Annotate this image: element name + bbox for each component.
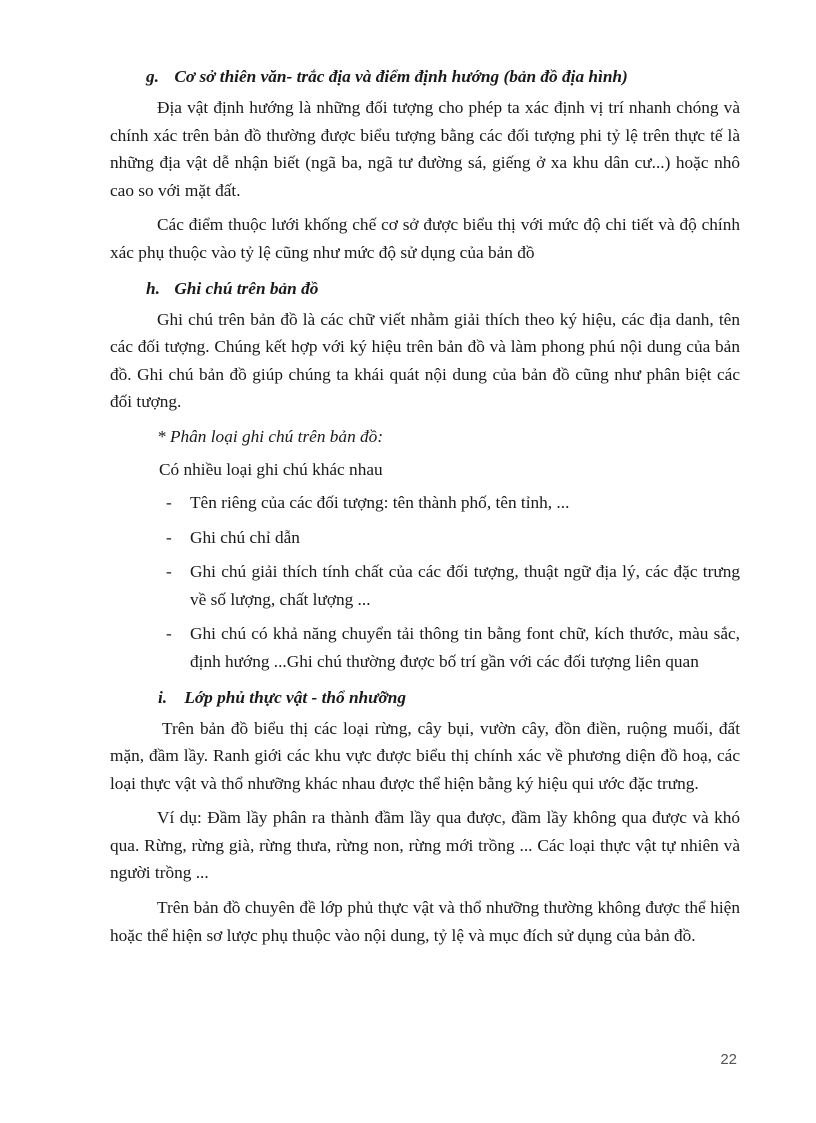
list-item xyxy=(110,558,740,613)
section-g-title: Cơ sở thiên văn- trắc địa và điểm định hướng (bản đồ địa hình) xyxy=(174,67,628,86)
document-page xyxy=(110,62,740,956)
section-i-heading xyxy=(110,683,740,712)
section-g-paragraph-1: Địa vật định hướng là những đối tượng cho phép ta xác định vị trí nhanh chóng và chính xác trên bản đồ thường được biểu tượng bằng các đối tượng phi tỷ lệ trên thực tế là những địa vật dễ nhận biết (ngã ba, ngã tư đường sá, giếng ở xa khu dân cư...) hoặc nhô cao so với mặt đất. xyxy=(110,98,740,200)
classification-intro: Có nhiều loại ghi chú khác nhau xyxy=(159,459,383,479)
list-dash: - xyxy=(166,624,172,644)
list-dash: - xyxy=(166,492,172,512)
annotation-types-list xyxy=(110,489,740,676)
section-h-title: Ghi chú trên bản đồ xyxy=(174,278,319,298)
section-h-label: h. xyxy=(146,278,160,298)
section-i-paragraph-1: Trên bản đồ biểu thị các loại rừng, cây bụi, vườn cây, đồn điền, ruộng muối, đất mặn, đầm lầy. Ranh giới các khu vực được biểu thị chính xác về phương diện đồ hoạ, các loại thực vật và thổ nhưỡng khác nhau được thể hiện bằng ký hiệu qui ước đặc trưng. xyxy=(110,718,740,793)
list-item-text: Ghi chú có khả năng chuyển tải thông tin bằng font chữ, kích thước, màu sắc, định hướng ...Ghi chú thường được bố trí gần với các đối tượng liên quan xyxy=(190,624,740,671)
section-g-label: g. xyxy=(146,67,159,86)
list-dash: - xyxy=(166,527,172,547)
list-item-text: Ghi chú chỉ dẫn xyxy=(190,527,300,547)
list-item-text: Tên riêng của các đối tượng: tên thành phố, tên tỉnh, ... xyxy=(190,492,570,512)
section-i-label: i. xyxy=(158,687,168,707)
section-h-heading xyxy=(110,274,740,303)
section-g-heading xyxy=(110,62,740,91)
classification-heading: * Phân loại ghi chú trên bản đồ: xyxy=(157,426,384,446)
section-i-paragraph-3: Trên bản đồ chuyên đề lớp phủ thực vật và thổ nhưỡng thường không được thể hiện hoặc thể hiện sơ lược phụ thuộc vào nội dung, tỷ lệ và mục đích sử dụng của bản đồ. xyxy=(110,898,740,945)
section-i-title: Lớp phủ thực vật - thổ nhưỡng xyxy=(184,687,407,707)
list-item xyxy=(110,489,740,517)
page-number: 22 xyxy=(720,1051,737,1068)
list-dash: - xyxy=(166,562,172,582)
section-i-paragraph-2: Ví dụ: Đầm lầy phân ra thành đầm lầy qua được, đầm lầy không qua được và khó qua. Rừng, rừng già, rừng thưa, rừng non, rừng mới trồng ... Các loại thực vật tự nhiên và người trồng ... xyxy=(110,808,740,883)
list-item-text: Ghi chú giải thích tính chất của các đối tượng, thuật ngữ địa lý, các đặc trưng về số lượng, chất lượng ... xyxy=(190,562,740,609)
section-g-paragraph-2: Các điểm thuộc lưới khống chế cơ sở được biểu thị với mức độ chi tiết và độ chính xác phụ thuộc vào tỷ lệ cũng như mức độ sử dụng của bản đồ xyxy=(110,215,740,262)
list-item xyxy=(110,524,740,552)
list-item xyxy=(110,620,740,675)
section-h-paragraph: Ghi chú trên bản đồ là các chữ viết nhằm giải thích theo ký hiệu, các địa danh, tên các đối tượng. Chúng kết hợp với ký hiệu trên bản đồ và làm phong phú nội dung của bản đồ. Ghi chú bản đồ giúp chúng ta khái quát nội dung của bản đồ cũng như phân biệt các đối tượng. xyxy=(110,309,740,412)
